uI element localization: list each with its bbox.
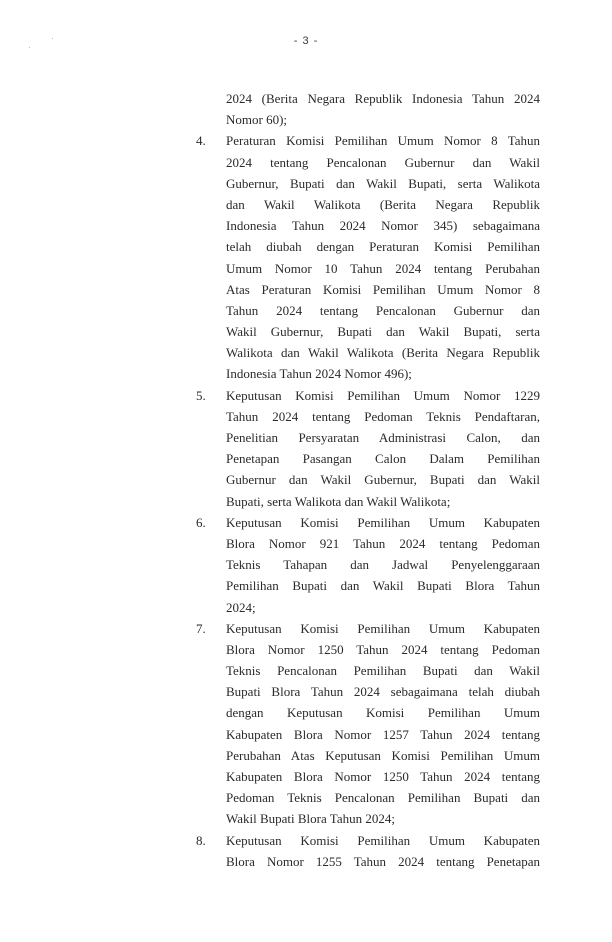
text-line: Keputusan Komisi Pemilihan Umum Kabupaten bbox=[226, 514, 540, 530]
text-line: Tahun 2024 tentang Pedoman Teknis Pendaftaran, bbox=[226, 408, 540, 424]
text-line: Teknis Tahapan dan Jadwal Penyelenggaraan bbox=[226, 557, 540, 573]
item-number: 8. bbox=[196, 832, 206, 848]
list-item-continuation bbox=[196, 88, 540, 130]
item-text bbox=[226, 618, 540, 830]
item-number: 7. bbox=[196, 620, 206, 636]
text-line: dengan Keputusan Komisi Pemilihan Umum bbox=[226, 705, 540, 721]
item-number: 5. bbox=[196, 387, 206, 403]
list-item-6 bbox=[196, 512, 540, 618]
text-line: Umum Nomor 10 Tahun 2024 tentang Perubahan bbox=[226, 260, 540, 276]
text-line: Keputusan Komisi Pemilihan Umum Kabupaten bbox=[226, 620, 540, 636]
text-line: Atas Peraturan Komisi Pemilihan Umum Nomor 8 bbox=[226, 281, 540, 297]
text-line: Keputusan Komisi Pemilihan Umum Nomor 1229 bbox=[226, 387, 540, 403]
text-line: 2024 (Berita Negara Republik Indonesia Tahun 2024 bbox=[226, 91, 540, 106]
text-line: 2024 tentang Pencalonan Gubernur dan Wakil bbox=[226, 154, 540, 170]
text-line: Indonesia Tahun 2024 Nomor 496); bbox=[226, 366, 412, 382]
text-line: Blora Nomor 1255 Tahun 2024 tentang Penetapan bbox=[226, 853, 540, 869]
text-line: Penetapan Pasangan Calon Dalam Pemilihan bbox=[226, 451, 540, 467]
text-line: Walikota dan Wakil Walikota (Berita Negara Republik bbox=[226, 345, 540, 361]
text-line: Perubahan Atas Keputusan Komisi Pemilihan Umum bbox=[226, 747, 540, 763]
text-line: Penelitian Persyaratan Administrasi Calon, dan bbox=[226, 430, 540, 445]
text-line: Blora Nomor 1250 Tahun 2024 tentang Pedoman bbox=[226, 641, 540, 657]
item-text bbox=[226, 385, 540, 512]
text-line: Tahun 2024 tentang Pencalonan Gubernur dan bbox=[226, 302, 540, 318]
scan-speck bbox=[29, 47, 30, 48]
page-number: - 3 - bbox=[293, 35, 319, 47]
text-line: dan Wakil Walikota (Berita Negara Republik bbox=[226, 196, 540, 212]
text-line: Pemilihan Bupati dan Wakil Bupati Blora Tahun bbox=[226, 578, 540, 594]
text-line: Kabupaten Blora Nomor 1250 Tahun 2024 tentang bbox=[226, 769, 540, 784]
item-text bbox=[226, 512, 540, 618]
text-line: Gubernur, Bupati dan Wakil Bupati, serta Walikota bbox=[226, 175, 540, 191]
text-line: Gubernur dan Wakil Gubernur, Bupati dan Wakil bbox=[226, 472, 540, 488]
text-line: Keputusan Komisi Pemilihan Umum Kabupaten bbox=[226, 832, 540, 848]
text-line: Kabupaten Blora Nomor 1257 Tahun 2024 tentang bbox=[226, 726, 540, 742]
text-line: Bupati Blora Tahun 2024 sebagaimana telah diubah bbox=[226, 684, 540, 700]
document-body bbox=[196, 88, 540, 872]
list-item-7 bbox=[196, 618, 540, 830]
text-line: Blora Nomor 921 Tahun 2024 tentang Pedoman bbox=[226, 535, 540, 551]
text-line: 2024; bbox=[226, 599, 256, 615]
item-text bbox=[226, 88, 540, 130]
text-line: Bupati, serta Walikota dan Wakil Walikota; bbox=[226, 493, 451, 509]
list-item-8 bbox=[196, 830, 540, 872]
text-line: Nomor 60); bbox=[226, 112, 288, 128]
list-item-5 bbox=[196, 385, 540, 512]
item-text bbox=[226, 830, 540, 872]
text-line: Indonesia Tahun 2024 Nomor 345) sebagaimana bbox=[226, 218, 540, 234]
item-number: 6. bbox=[196, 514, 206, 530]
list-item-4 bbox=[196, 130, 540, 384]
text-line: Pedoman Teknis Pencalonan Pemilihan Bupati dan bbox=[226, 790, 540, 806]
text-line: Teknis Pencalonan Pemilihan Bupati dan Wakil bbox=[226, 663, 540, 679]
item-text bbox=[226, 130, 540, 384]
text-line: Wakil Bupati Blora Tahun 2024; bbox=[226, 811, 395, 827]
item-number: 4. bbox=[196, 133, 206, 149]
text-line: telah diubah dengan Peraturan Komisi Pemilihan bbox=[226, 239, 540, 255]
text-line: Peraturan Komisi Pemilihan Umum Nomor 8 Tahun bbox=[226, 133, 540, 149]
text-line: Wakil Gubernur, Bupati dan Wakil Bupati, serta bbox=[226, 324, 540, 340]
